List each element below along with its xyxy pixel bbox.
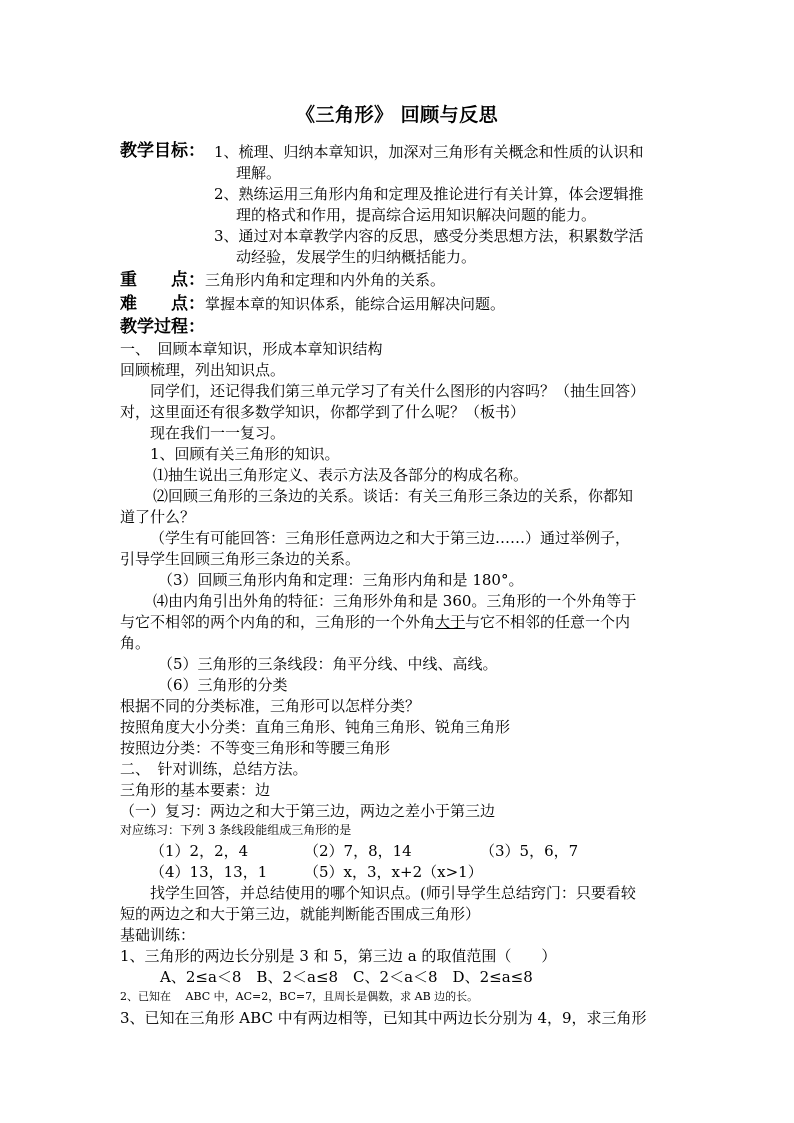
section-2-heading: 二、 针对训练，总结方法。 xyxy=(120,760,308,778)
question-1-choices: A、2≤a＜8 B、2＜a≤8 C、2＜a＜8 D、2≤a≤8 xyxy=(160,968,533,986)
classification-by-angle: 按照角度大小分类：直角三角形、钝角三角形、锐角三角形 xyxy=(120,718,511,736)
objectives-label: 教学目标： xyxy=(120,141,205,161)
item-4-line-1: ⑷由内角引出外角的特征：三角形外角和是 360。三角形的一个外角等于 xyxy=(153,592,637,610)
summary-line-2: 短的两边之和大于第三边，就能判断能否围成三角形） xyxy=(120,905,481,923)
item-2-line-1: ⑵回顾三角形的三条边的关系。谈话：有关三角形三条边的关系，你都知 xyxy=(153,487,634,505)
item-1: ⑴抽生说出三角形定义、表示方法及各部分的构成名称。 xyxy=(153,466,529,484)
key-point xyxy=(120,270,445,290)
section-1-review: 回顾梳理，列出知识点。 xyxy=(120,361,286,379)
difficult-point xyxy=(120,294,505,314)
objective-2-line-2: 理的格式和作用，提高综合运用知识解决问题的能力。 xyxy=(236,206,597,224)
classification-question: 根据不同的分类标准，三角形可以怎样分类？ xyxy=(120,697,421,715)
question-1: 1、三角形的两边长分别是 3 和 5，第三边 a 的取值范围（ ） xyxy=(120,947,557,965)
item-4-line-2 xyxy=(120,612,630,632)
page-title: 《三角形》 回顾与反思 xyxy=(296,104,499,126)
paragraph-1-line-1: 同学们，还记得我们第三单元学习了有关什么图形的内容吗？（抽生回答） xyxy=(150,382,646,400)
item-3: （3）回顾三角形内角和定理：三角形内角和是 180°。 xyxy=(158,571,524,589)
option-3: （3）5，6，7 xyxy=(480,842,579,860)
key-point-text: 三角形内角和定理和内外角的关系。 xyxy=(205,271,446,289)
paragraph-3: 1、回顾有关三角形的知识。 xyxy=(150,445,340,463)
option-1: （1）2，2，4 xyxy=(150,842,249,860)
question-3: 3、已知在三角形 ABC 中有两边相等，已知其中两边长分别为 4，9，求三角形 xyxy=(120,1009,647,1027)
key-point-label: 重 点： xyxy=(120,270,205,290)
basic-training-label: 基础训练： xyxy=(120,926,196,944)
difficult-point-label: 难 点： xyxy=(120,294,205,314)
objective-1-line-1: 1、梳理、归纳本章知识，加深对三角形有关概念和性质的认识和 xyxy=(214,143,644,161)
classification-by-side: 按照边分类：不等变三角形和等腰三角形 xyxy=(120,739,391,757)
paragraph-1-line-2: 对，这里面还有很多数学知识，你都学到了什么呢？（板书） xyxy=(120,403,526,421)
exercise-prompt: 对应练习：下列 3 条线段能组成三角形的是 xyxy=(120,823,352,837)
item-2-line-3: （学生有可能回答：三角形任意两边之和大于第三边……）通过举例子， xyxy=(150,529,631,547)
objective-3-line-1: 3、通过对本章教学内容的反思，感受分类思想方法，积累数学活 xyxy=(214,227,644,245)
objective-1-line-2: 理解。 xyxy=(236,164,282,182)
item-5: （5）三角形的三条线段：角平分线、中线、高线。 xyxy=(158,655,498,673)
item-4-line-2-end: 与它不相邻的任意一个内 xyxy=(465,613,631,631)
option-2: （2）7，8，14 xyxy=(304,842,412,860)
review-rule: （一）复习：两边之和大于第三边，两边之差小于第三边 xyxy=(120,802,496,820)
item-2-line-4: 引导学生回顾三角形三条边的关系。 xyxy=(120,550,361,568)
basic-elements: 三角形的基本要素：边 xyxy=(120,781,271,799)
objective-2-line-1: 2、熟练运用三角形内角和定理及推论进行有关计算，体会逻辑推 xyxy=(214,185,644,203)
process-label: 教学过程： xyxy=(120,317,205,337)
item-4-line-2-start: 与它不相邻的两个内角的和，三角形的一个外角 xyxy=(120,613,436,631)
summary-line-1: 找学生回答，并总结使用的哪个知识点。(师引导学生总结窍门：只要看较 xyxy=(150,884,636,902)
question-2: 2、已知在 ABC 中，AC=2，BC=7，且周长是偶数，求 AB 边的长。 xyxy=(120,990,479,1003)
difficult-point-text: 掌握本章的知识体系，能综合运用解决问题。 xyxy=(205,295,506,313)
item-6: （6）三角形的分类 xyxy=(158,676,288,694)
objective-3-line-2: 动经验，发展学生的归纳概括能力。 xyxy=(236,248,477,266)
item-2-line-2: 道了什么？ xyxy=(120,508,196,526)
paragraph-2: 现在我们一一复习。 xyxy=(150,424,286,442)
option-5: （5）x，3，x+2（x>1） xyxy=(304,863,483,881)
option-4: （4）13，13，1 xyxy=(150,863,268,881)
item-4-underlined: 大于 xyxy=(435,613,466,631)
section-1-heading: 一、 回顾本章知识，形成本章知识结构 xyxy=(120,340,383,358)
item-4-line-3: 角。 xyxy=(120,634,151,652)
